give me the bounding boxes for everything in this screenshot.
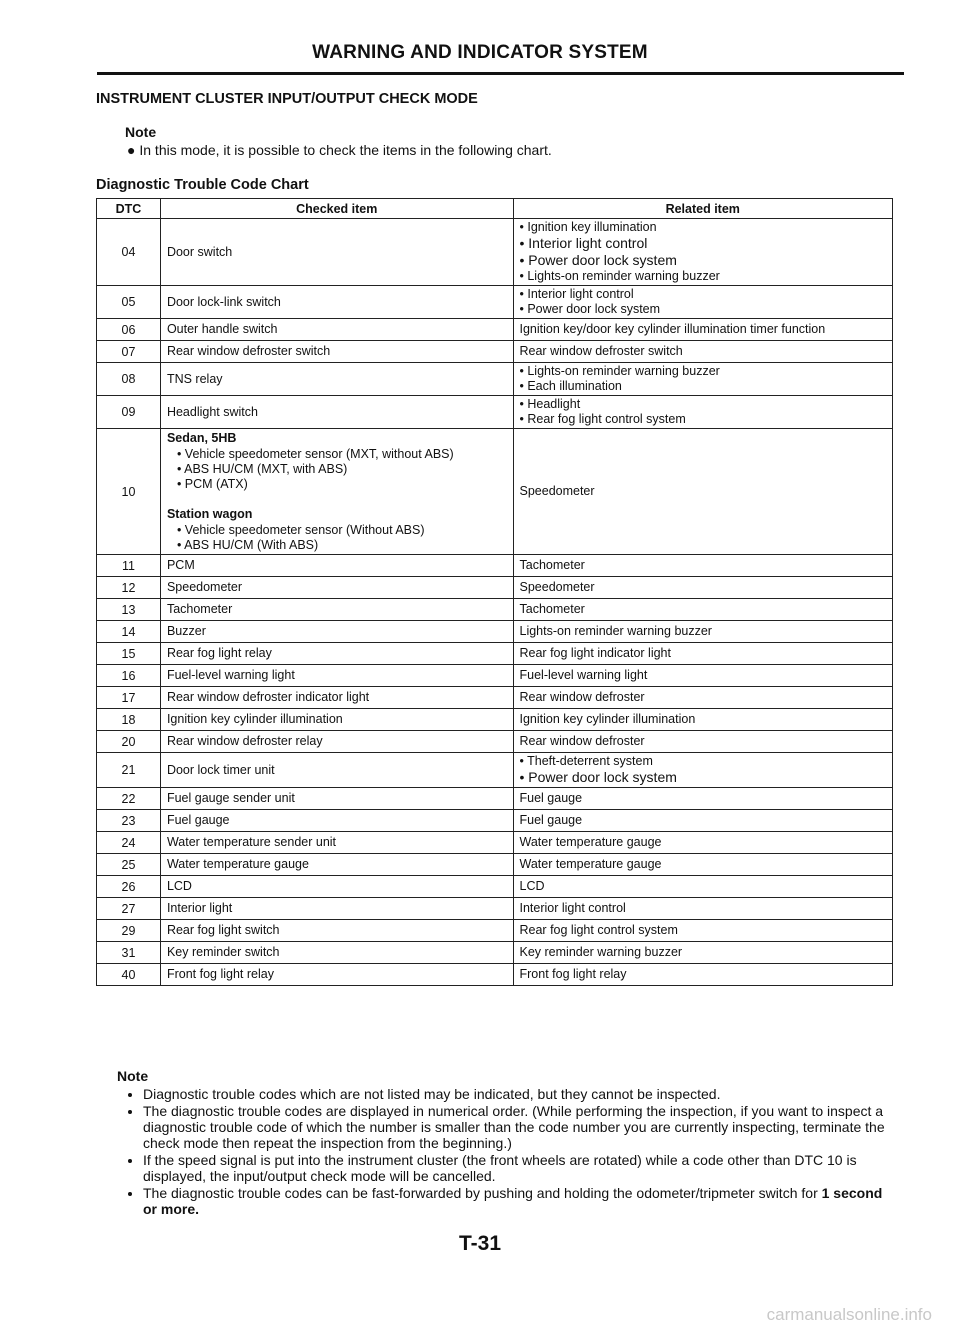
related-item-cell [513, 643, 893, 665]
dtc-code-cell: 29 [97, 920, 161, 942]
related-item-line: Fuel gauge [519, 813, 583, 827]
checked-item-line: Front fog light relay [166, 967, 274, 981]
checked-item-cell [160, 555, 513, 577]
related-item-cell [513, 876, 893, 898]
table-row [97, 731, 893, 753]
related-item-line: Rear fog light indicator light [519, 646, 671, 660]
table-row [97, 621, 893, 643]
checked-item-line: • ABS HU/CM (With ABS) [176, 538, 319, 552]
dtc-code-cell: 15 [97, 643, 161, 665]
dtc-code-cell: 40 [97, 964, 161, 986]
checked-item-line: Rear fog light relay [166, 646, 272, 660]
checked-item-line: • PCM (ATX) [176, 477, 248, 491]
dtc-code-cell: 23 [97, 810, 161, 832]
related-item-line: Interior light control [519, 901, 626, 915]
related-item-cell [513, 854, 893, 876]
checked-item-line: Fuel-level warning light [166, 668, 295, 682]
checked-item-line: Ignition key cylinder illumination [166, 712, 343, 726]
bottom-note-item [143, 1185, 887, 1217]
checked-item-cell [160, 920, 513, 942]
bottom-note-list [117, 1086, 887, 1217]
checked-item-cell [160, 854, 513, 876]
related-item-line: • Power door lock system [519, 769, 677, 785]
bottom-note-item: • Diagnostic trouble codes which are not listed may be indicated, but they cannot be inspected. [143, 1086, 887, 1102]
dtc-code-cell: 11 [97, 555, 161, 577]
related-item-line: • Interior light control [519, 287, 634, 301]
checked-item-line: Headlight switch [166, 404, 258, 419]
table-row [97, 286, 893, 319]
chart-title: Diagnostic Trouble Code Chart [96, 177, 309, 193]
table-row [97, 319, 893, 341]
bottom-note [117, 1068, 887, 1218]
dtc-code-cell: 04 [97, 219, 161, 286]
bottom-note-text: The diagnostic trouble codes can be fast-forwarded by pushing and holding the odometer/tripmeter switch [143, 1185, 798, 1201]
table-row [97, 898, 893, 920]
related-item-line: Water temperature gauge [519, 835, 662, 849]
related-item-line: • Rear fog light control system [519, 412, 686, 426]
related-item-cell [513, 341, 893, 363]
table-row [97, 577, 893, 599]
checked-item-line: Door switch [166, 244, 233, 259]
dtc-code-cell: 08 [97, 363, 161, 396]
checked-item-line: Door lock timer unit [166, 762, 275, 777]
table-row [97, 854, 893, 876]
table-row [97, 964, 893, 986]
table-row [97, 363, 893, 396]
checked-item-cell [160, 687, 513, 709]
checked-item-cell [160, 942, 513, 964]
checked-item-cell [160, 832, 513, 854]
related-item-line: Tachometer [519, 602, 585, 616]
checked-item-line: Rear fog light switch [166, 923, 280, 937]
checked-item-line: Outer handle switch [166, 322, 278, 336]
checked-item-line: TNS relay [166, 371, 223, 386]
related-item-cell [513, 964, 893, 986]
header-checked-item: Checked item [160, 199, 513, 219]
dtc-code-cell: 21 [97, 753, 161, 788]
dtc-code-cell: 25 [97, 854, 161, 876]
bottom-note-emphasis: 1 second or more. [143, 1185, 883, 1217]
dtc-code-cell: 17 [97, 687, 161, 709]
related-item-line: Rear fog light control system [519, 923, 678, 937]
page-number: T-31 [458, 1232, 502, 1255]
bottom-note-tail: for [801, 1185, 822, 1201]
dtc-code-cell: 31 [97, 942, 161, 964]
related-item-cell [513, 942, 893, 964]
dtc-code-cell: 06 [97, 319, 161, 341]
checked-item-line: PCM [166, 558, 195, 572]
related-item-line: Ignition key cylinder illumination [519, 712, 696, 726]
table-row [97, 429, 893, 555]
related-item-line: • Power door lock system [519, 252, 677, 268]
checked-item-line: Door lock-link switch [166, 294, 281, 309]
checked-item-cell [160, 219, 513, 286]
checked-item-cell [160, 363, 513, 396]
checked-item-line: • Vehicle speedometer sensor (Without ABS) [176, 523, 425, 537]
checked-item-cell [160, 731, 513, 753]
related-item-cell [513, 319, 893, 341]
dtc-code-cell: 20 [97, 731, 161, 753]
table-row [97, 788, 893, 810]
checked-item-line: Speedometer [166, 580, 243, 594]
checked-item-line: • ABS HU/CM (MXT, with ABS) [176, 462, 348, 476]
dtc-code-cell: 07 [97, 341, 161, 363]
related-item-line: Fuel-level warning light [519, 668, 648, 682]
checked-item-cell [160, 599, 513, 621]
checked-item-line: LCD [166, 879, 192, 893]
checked-item-line: Water temperature sender unit [166, 835, 337, 849]
related-item-cell [513, 731, 893, 753]
header-dtc: DTC [97, 199, 161, 219]
checked-item-cell [160, 876, 513, 898]
related-item-line: Water temperature gauge [519, 857, 662, 871]
page-title: WARNING AND INDICATOR SYSTEM [312, 42, 648, 63]
table-body [97, 219, 893, 986]
checked-item-cell [160, 396, 513, 429]
checked-item-line: Station wagon [166, 507, 253, 521]
bottom-note-item: • The diagnostic trouble codes are displayed in numerical order. (While performing the inspection, if you want to inspect a diagnostic trouble code of which the number is smaller than the code number you are currently inspecting, terminate the check mode then repeat the inspection from the beginning.) [143, 1103, 887, 1151]
related-item-cell [513, 219, 893, 286]
table-row [97, 219, 893, 286]
checked-item-line: Sedan, 5HB [166, 431, 237, 445]
dtc-code-cell: 24 [97, 832, 161, 854]
section-heading: INSTRUMENT CLUSTER INPUT/OUTPUT CHECK MODE [96, 91, 478, 107]
table-row [97, 555, 893, 577]
related-item-line: Tachometer [519, 558, 585, 572]
dtc-code-cell: 05 [97, 286, 161, 319]
header-related-item: Related item [513, 199, 893, 219]
dtc-code-cell: 13 [97, 599, 161, 621]
related-item-line: Fuel gauge [519, 791, 583, 805]
dtc-code-cell: 22 [97, 788, 161, 810]
table-row [97, 643, 893, 665]
related-item-line: Lights-on reminder warning buzzer [519, 624, 712, 638]
table-row [97, 876, 893, 898]
related-item-cell [513, 898, 893, 920]
dtc-code-cell: 16 [97, 665, 161, 687]
watermark: carmanualsonline.info [766, 1305, 932, 1324]
dtc-code-cell: 14 [97, 621, 161, 643]
table-row [97, 753, 893, 788]
related-item-line: • Headlight [519, 397, 581, 411]
checked-item-line: Water temperature gauge [166, 857, 309, 871]
table-row [97, 341, 893, 363]
table-row [97, 396, 893, 429]
checked-item-cell [160, 964, 513, 986]
related-item-cell [513, 621, 893, 643]
related-item-line: Ignition key/door key cylinder illumination timer function [519, 322, 826, 336]
intro-note [125, 124, 552, 160]
related-item-cell [513, 665, 893, 687]
related-item-cell [513, 396, 893, 429]
checked-item-line: Fuel gauge sender unit [166, 791, 295, 805]
related-item-line: Rear window defroster [519, 690, 645, 704]
spacer [167, 492, 507, 506]
related-item-line: Rear window defroster [519, 734, 645, 748]
checked-item-cell [160, 898, 513, 920]
related-item-cell [513, 363, 893, 396]
related-item-line: Key reminder warning buzzer [519, 945, 683, 959]
related-item-line: • Theft-deterrent system [519, 754, 653, 768]
bottom-note-title: Note [117, 1068, 149, 1084]
table-row [97, 920, 893, 942]
related-item-line: • Lights-on reminder warning buzzer [519, 364, 720, 378]
related-item-line: • Ignition key illumination [519, 220, 657, 234]
checked-item-cell [160, 709, 513, 731]
related-item-cell [513, 687, 893, 709]
intro-note-title: Note [125, 124, 157, 140]
dtc-code-cell: 27 [97, 898, 161, 920]
related-item-cell [513, 753, 893, 788]
dtc-table [96, 198, 893, 986]
checked-item-line: Rear window defroster relay [166, 734, 323, 748]
bullet-icon: ● [127, 142, 140, 158]
related-item-line: Speedometer [519, 484, 595, 498]
related-item-line: • Lights-on reminder warning buzzer [519, 269, 720, 283]
related-item-cell [513, 709, 893, 731]
related-item-cell [513, 788, 893, 810]
related-item-line: • Each illumination [519, 379, 622, 393]
checked-item-cell [160, 577, 513, 599]
checked-item-line: Interior light [166, 901, 233, 915]
related-item-cell [513, 920, 893, 942]
checked-item-cell [160, 810, 513, 832]
table-header-row [97, 199, 893, 219]
checked-item-cell [160, 319, 513, 341]
dtc-code-cell: 09 [97, 396, 161, 429]
checked-item-line: Key reminder switch [166, 945, 280, 959]
bottom-note-item: • If the speed signal is put into the instrument cluster (the front wheels are rotated) while a code other than DTC 10 is displayed, the input/output check mode will be cancelled. [143, 1152, 887, 1184]
checked-item-cell [160, 665, 513, 687]
related-item-cell [513, 429, 893, 555]
table-row [97, 810, 893, 832]
related-item-cell [513, 810, 893, 832]
related-item-cell [513, 577, 893, 599]
checked-item-line: • Vehicle speedometer sensor (MXT, without ABS) [176, 447, 454, 461]
checked-item-cell [160, 286, 513, 319]
dtc-code-cell: 10 [97, 429, 161, 555]
checked-item-cell [160, 753, 513, 788]
checked-item-line: Rear window defroster switch [166, 344, 331, 358]
checked-item-cell [160, 788, 513, 810]
title-rule [97, 72, 904, 75]
checked-item-line: Tachometer [166, 602, 233, 616]
intro-note-text: In this mode, it is possible to check the items in the following chart. [139, 142, 552, 158]
intro-note-item [127, 140, 552, 160]
dtc-code-cell: 18 [97, 709, 161, 731]
table-row [97, 665, 893, 687]
table-row [97, 832, 893, 854]
related-item-line: LCD [519, 879, 545, 893]
checked-item-line: Buzzer [166, 624, 206, 638]
related-item-cell [513, 599, 893, 621]
dtc-code-cell: 26 [97, 876, 161, 898]
related-item-cell [513, 832, 893, 854]
related-item-cell [513, 555, 893, 577]
checked-item-cell [160, 341, 513, 363]
table-row [97, 599, 893, 621]
table-row [97, 709, 893, 731]
related-item-line: Front fog light relay [519, 967, 627, 981]
checked-item-line: Rear window defroster indicator light [166, 690, 370, 704]
related-item-line: • Interior light control [519, 235, 648, 251]
related-item-line: • Power door lock system [519, 302, 661, 316]
related-item-line: Rear window defroster switch [519, 344, 683, 358]
related-item-cell [513, 286, 893, 319]
table-row [97, 687, 893, 709]
dtc-code-cell: 12 [97, 577, 161, 599]
checked-item-line: Fuel gauge [166, 813, 230, 827]
related-item-line: Speedometer [519, 580, 595, 594]
table-row [97, 942, 893, 964]
checked-item-cell [160, 643, 513, 665]
checked-item-cell [160, 621, 513, 643]
checked-item-cell [160, 429, 513, 555]
